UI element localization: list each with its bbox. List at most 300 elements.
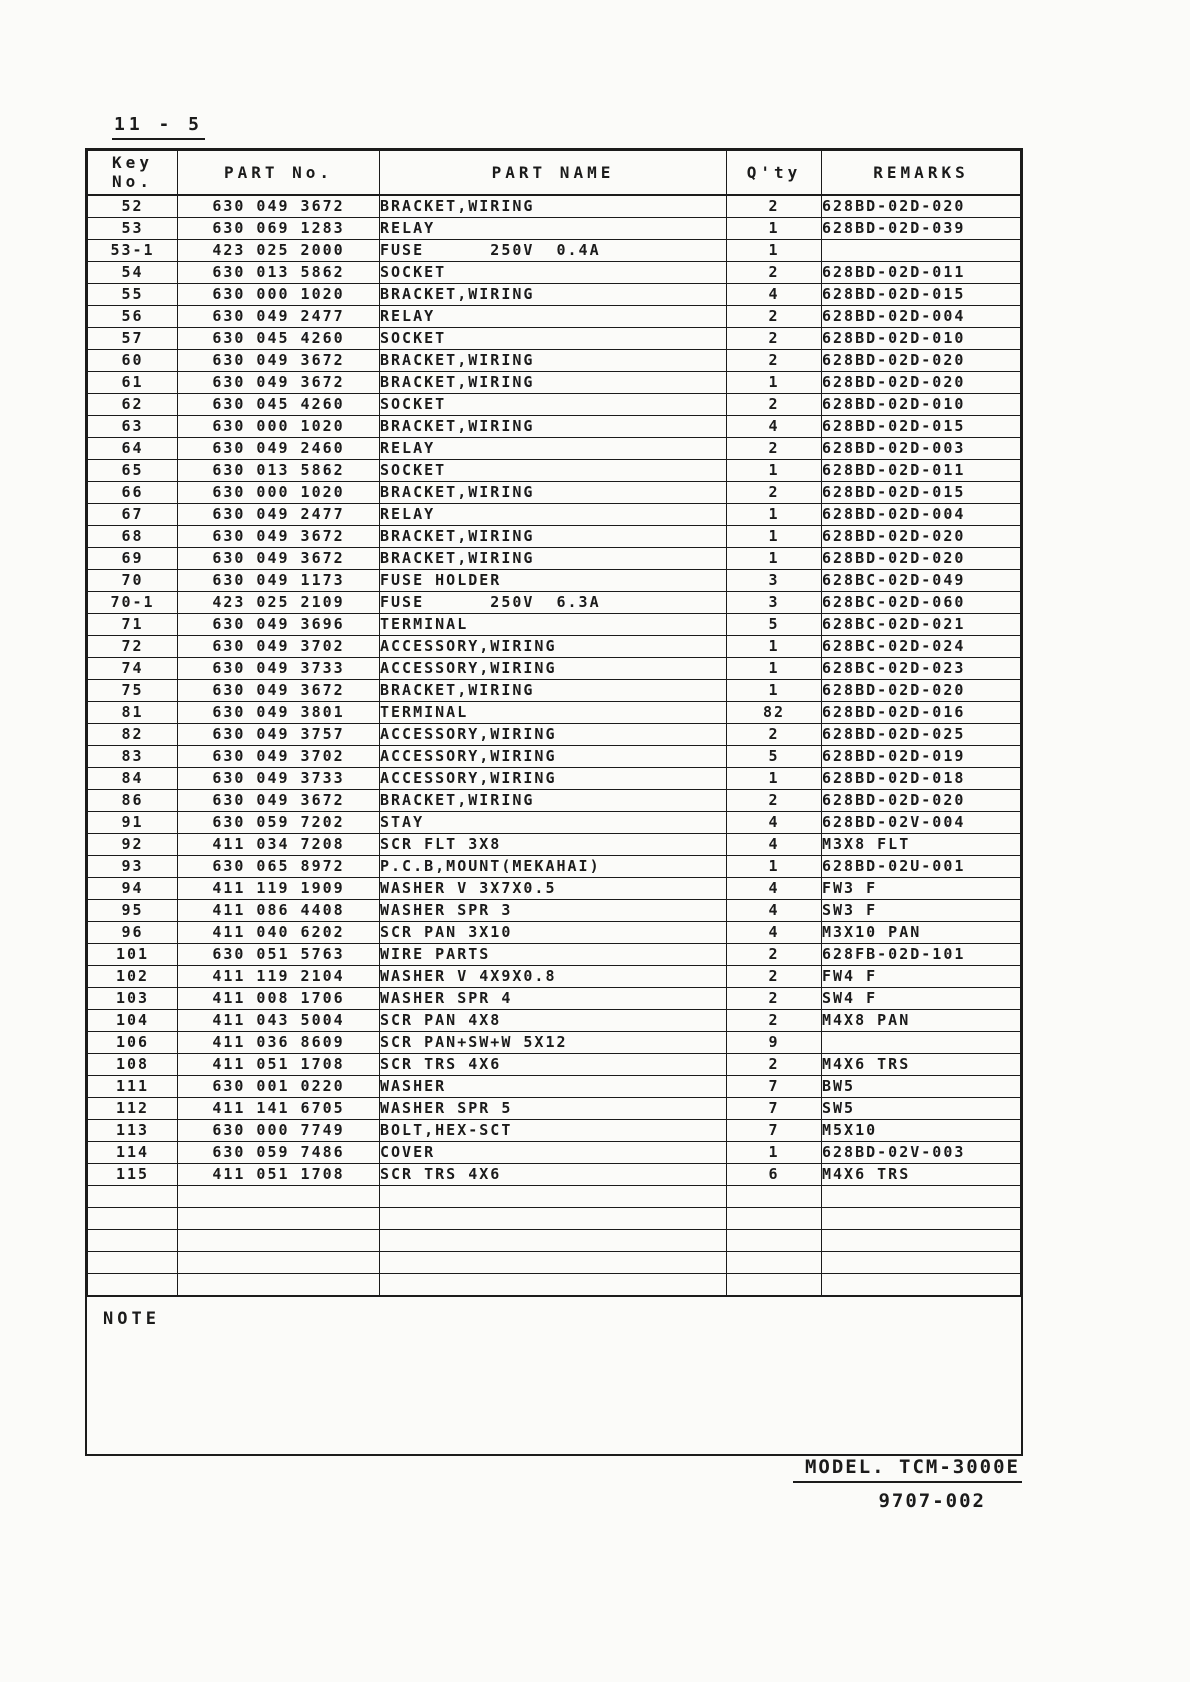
table-row — [88, 437, 1021, 459]
table-cell: 628BD-02D-039 — [822, 217, 1021, 239]
table-cell: WASHER V 3X7X0.5 — [380, 877, 727, 899]
table-cell: 4 — [727, 415, 822, 437]
table-cell: 75 — [88, 679, 178, 701]
parts-table — [87, 150, 1021, 1296]
table-cell: WASHER — [380, 1075, 727, 1097]
table-cell: SCR TRS 4X6 — [380, 1053, 727, 1075]
table-row — [88, 1009, 1021, 1031]
table-cell: M4X6 TRS — [822, 1053, 1021, 1075]
table-cell: 67 — [88, 503, 178, 525]
table-cell: 7 — [727, 1119, 822, 1141]
table-cell — [822, 1207, 1021, 1229]
table-cell: WASHER SPR 3 — [380, 899, 727, 921]
table-cell: SOCKET — [380, 327, 727, 349]
table-cell: 62 — [88, 393, 178, 415]
table-cell: 2 — [727, 261, 822, 283]
table-cell: 83 — [88, 745, 178, 767]
table-cell: 630 049 3672 — [178, 679, 380, 701]
table-cell: 112 — [88, 1097, 178, 1119]
table-cell: 628BD-02D-010 — [822, 327, 1021, 349]
table-cell: 630 049 3733 — [178, 767, 380, 789]
parts-table-container — [85, 148, 1023, 1456]
table-cell: 66 — [88, 481, 178, 503]
table-row — [88, 613, 1021, 635]
table-cell: 411 119 1909 — [178, 877, 380, 899]
table-cell: 630 049 1173 — [178, 569, 380, 591]
table-cell: 628BC-02D-023 — [822, 657, 1021, 679]
table-cell — [822, 1229, 1021, 1251]
table-cell: BRACKET,WIRING — [380, 481, 727, 503]
table-cell: BRACKET,WIRING — [380, 415, 727, 437]
table-cell: 630 049 3672 — [178, 371, 380, 393]
table-cell — [822, 1273, 1021, 1295]
table-row — [88, 217, 1021, 239]
table-cell: SOCKET — [380, 459, 727, 481]
table-cell: 630 013 5862 — [178, 261, 380, 283]
table-cell: 630 045 4260 — [178, 393, 380, 415]
table-cell: 70-1 — [88, 591, 178, 613]
table-cell — [822, 1185, 1021, 1207]
table-row — [88, 1075, 1021, 1097]
table-cell — [178, 1273, 380, 1295]
table-cell: 2 — [727, 437, 822, 459]
table-cell: 103 — [88, 987, 178, 1009]
table-row — [88, 833, 1021, 855]
table-cell: RELAY — [380, 305, 727, 327]
table-row — [88, 503, 1021, 525]
table-row — [88, 569, 1021, 591]
table-cell: 2 — [727, 943, 822, 965]
table-cell: 4 — [727, 877, 822, 899]
table-cell: BRACKET,WIRING — [380, 525, 727, 547]
table-cell: 60 — [88, 349, 178, 371]
table-cell: 106 — [88, 1031, 178, 1053]
table-cell: 423 025 2109 — [178, 591, 380, 613]
table-cell: WASHER SPR 5 — [380, 1097, 727, 1119]
table-cell: 108 — [88, 1053, 178, 1075]
table-cell: 411 036 8609 — [178, 1031, 380, 1053]
table-row — [88, 789, 1021, 811]
table-cell: 630 000 1020 — [178, 283, 380, 305]
table-cell: 2 — [727, 1053, 822, 1075]
table-cell: STAY — [380, 811, 727, 833]
table-cell: SCR PAN+SW+W 5X12 — [380, 1031, 727, 1053]
table-cell: M4X6 TRS — [822, 1163, 1021, 1185]
table-cell — [88, 1185, 178, 1207]
table-cell: 628BD-02D-019 — [822, 745, 1021, 767]
table-cell: 93 — [88, 855, 178, 877]
table-cell: 628BD-02D-015 — [822, 283, 1021, 305]
empty-row — [88, 1207, 1021, 1229]
table-cell — [178, 1229, 380, 1251]
table-cell: 411 008 1706 — [178, 987, 380, 1009]
table-cell: FUSE 250V 0.4A — [380, 239, 727, 261]
table-cell: BRACKET,WIRING — [380, 349, 727, 371]
table-row — [88, 635, 1021, 657]
table-row — [88, 921, 1021, 943]
table-cell — [380, 1229, 727, 1251]
table-cell: 1 — [727, 855, 822, 877]
table-cell: 411 086 4408 — [178, 899, 380, 921]
table-cell: 630 001 0220 — [178, 1075, 380, 1097]
table-cell: 56 — [88, 305, 178, 327]
table-cell: 86 — [88, 789, 178, 811]
table-cell: 113 — [88, 1119, 178, 1141]
table-cell: 630 049 3672 — [178, 525, 380, 547]
empty-row — [88, 1273, 1021, 1295]
table-cell: 630 049 3702 — [178, 635, 380, 657]
page-number: 11 - 5 — [112, 114, 205, 140]
table-cell — [727, 1273, 822, 1295]
table-cell: BW5 — [822, 1075, 1021, 1097]
table-cell: 628BC-02D-021 — [822, 613, 1021, 635]
table-cell: 9 — [727, 1031, 822, 1053]
table-cell: 4 — [727, 833, 822, 855]
table-cell: RELAY — [380, 503, 727, 525]
table-cell: FW3 F — [822, 877, 1021, 899]
table-cell: 628BD-02D-020 — [822, 679, 1021, 701]
table-cell: FW4 F — [822, 965, 1021, 987]
table-cell: M3X8 FLT — [822, 833, 1021, 855]
doc-number: 9707-002 — [878, 1490, 986, 1512]
table-cell: TERMINAL — [380, 701, 727, 723]
table-cell — [380, 1273, 727, 1295]
table-cell — [88, 1273, 178, 1295]
table-cell: 114 — [88, 1141, 178, 1163]
table-row — [88, 965, 1021, 987]
table-cell: 628BD-02D-016 — [822, 701, 1021, 723]
table-cell: 630 049 3672 — [178, 195, 380, 218]
table-cell: 628BC-02D-060 — [822, 591, 1021, 613]
table-cell: 411 141 6705 — [178, 1097, 380, 1119]
table-cell: 64 — [88, 437, 178, 459]
table-row — [88, 525, 1021, 547]
table-cell: 628BD-02D-011 — [822, 261, 1021, 283]
table-cell: BOLT,HEX-SCT — [380, 1119, 727, 1141]
empty-row — [88, 1251, 1021, 1273]
table-cell — [822, 1031, 1021, 1053]
table-cell: 630 059 7202 — [178, 811, 380, 833]
table-cell: BRACKET,WIRING — [380, 195, 727, 218]
table-cell: 630 049 2477 — [178, 503, 380, 525]
table-cell: 1 — [727, 547, 822, 569]
table-cell: 411 034 7208 — [178, 833, 380, 855]
table-row — [88, 591, 1021, 613]
table-cell: SOCKET — [380, 393, 727, 415]
table-cell: SCR PAN 4X8 — [380, 1009, 727, 1031]
table-cell: 628FB-02D-101 — [822, 943, 1021, 965]
table-cell: 74 — [88, 657, 178, 679]
table-cell: 69 — [88, 547, 178, 569]
table-cell: M3X10 PAN — [822, 921, 1021, 943]
table-cell: 630 049 3702 — [178, 745, 380, 767]
table-cell — [380, 1207, 727, 1229]
table-cell — [727, 1207, 822, 1229]
table-cell: 630 051 5763 — [178, 943, 380, 965]
table-cell: FUSE 250V 6.3A — [380, 591, 727, 613]
table-cell: 4 — [727, 921, 822, 943]
table-cell: 2 — [727, 393, 822, 415]
table-cell — [178, 1185, 380, 1207]
table-cell: 104 — [88, 1009, 178, 1031]
table-cell: BRACKET,WIRING — [380, 679, 727, 701]
table-cell: 115 — [88, 1163, 178, 1185]
table-cell: SW4 F — [822, 987, 1021, 1009]
table-cell: 628BD-02D-020 — [822, 525, 1021, 547]
table-cell: 54 — [88, 261, 178, 283]
table-cell: 7 — [727, 1097, 822, 1119]
table-cell: 1 — [727, 767, 822, 789]
table-cell: 53 — [88, 217, 178, 239]
empty-row — [88, 1229, 1021, 1251]
table-cell: 70 — [88, 569, 178, 591]
header-qty: Q'ty — [727, 151, 822, 195]
table-cell: 628BD-02D-020 — [822, 789, 1021, 811]
table-cell: 71 — [88, 613, 178, 635]
table-cell — [88, 1229, 178, 1251]
table-cell — [822, 1251, 1021, 1273]
table-cell: 423 025 2000 — [178, 239, 380, 261]
table-row — [88, 327, 1021, 349]
note-label: NOTE — [103, 1308, 160, 1329]
table-cell: 1 — [727, 503, 822, 525]
table-cell: 628BD-02D-020 — [822, 195, 1021, 218]
table-cell: 53-1 — [88, 239, 178, 261]
table-cell — [178, 1207, 380, 1229]
table-cell: 630 049 3757 — [178, 723, 380, 745]
table-row — [88, 1031, 1021, 1053]
table-cell: 68 — [88, 525, 178, 547]
table-cell: M4X8 PAN — [822, 1009, 1021, 1031]
table-cell: 630 069 1283 — [178, 217, 380, 239]
table-cell: 628BD-02D-018 — [822, 767, 1021, 789]
table-row — [88, 1141, 1021, 1163]
table-cell: FUSE HOLDER — [380, 569, 727, 591]
table-row — [88, 547, 1021, 569]
header-key-no: Key No. — [88, 151, 178, 195]
table-cell: 65 — [88, 459, 178, 481]
table-cell: 1 — [727, 679, 822, 701]
table-row — [88, 657, 1021, 679]
table-cell: P.C.B,MOUNT(MEKAHAI) — [380, 855, 727, 877]
table-cell — [380, 1251, 727, 1273]
table-cell: ACCESSORY,WIRING — [380, 745, 727, 767]
table-cell: COVER — [380, 1141, 727, 1163]
table-cell — [88, 1207, 178, 1229]
table-cell: SCR FLT 3X8 — [380, 833, 727, 855]
table-cell: 2 — [727, 965, 822, 987]
table-cell: 628BD-02U-001 — [822, 855, 1021, 877]
table-cell: 628BD-02D-015 — [822, 481, 1021, 503]
table-cell: TERMINAL — [380, 613, 727, 635]
table-row — [88, 701, 1021, 723]
table-cell: 630 049 2460 — [178, 437, 380, 459]
table-cell: 628BD-02D-011 — [822, 459, 1021, 481]
table-cell: 628BD-02D-010 — [822, 393, 1021, 415]
table-cell: BRACKET,WIRING — [380, 371, 727, 393]
table-cell: WASHER SPR 4 — [380, 987, 727, 1009]
table-cell: 628BC-02D-024 — [822, 635, 1021, 657]
table-cell — [88, 1251, 178, 1273]
table-cell: 1 — [727, 525, 822, 547]
table-cell: 630 049 3801 — [178, 701, 380, 723]
table-cell: 630 000 1020 — [178, 415, 380, 437]
table-row — [88, 899, 1021, 921]
table-cell: 6 — [727, 1163, 822, 1185]
table-cell: 1 — [727, 371, 822, 393]
table-cell: 628BD-02D-020 — [822, 371, 1021, 393]
table-cell: SW5 — [822, 1097, 1021, 1119]
header-part-name: PART NAME — [380, 151, 727, 195]
table-cell: 2 — [727, 723, 822, 745]
table-cell: ACCESSORY,WIRING — [380, 767, 727, 789]
table-cell: 3 — [727, 569, 822, 591]
table-cell: 7 — [727, 1075, 822, 1097]
table-cell: 81 — [88, 701, 178, 723]
table-cell: 111 — [88, 1075, 178, 1097]
empty-row — [88, 1185, 1021, 1207]
table-row — [88, 1163, 1021, 1185]
table-row — [88, 261, 1021, 283]
table-row — [88, 679, 1021, 701]
table-cell: 1 — [727, 239, 822, 261]
table-cell: 94 — [88, 877, 178, 899]
table-cell: 628BD-02D-020 — [822, 547, 1021, 569]
table-cell: 57 — [88, 327, 178, 349]
table-cell: RELAY — [380, 437, 727, 459]
table-cell: 628BD-02D-015 — [822, 415, 1021, 437]
table-cell: 628BD-02D-025 — [822, 723, 1021, 745]
table-cell: 92 — [88, 833, 178, 855]
table-cell: 82 — [727, 701, 822, 723]
table-cell — [380, 1185, 727, 1207]
table-cell: 84 — [88, 767, 178, 789]
table-cell: 630 045 4260 — [178, 327, 380, 349]
table-cell: 96 — [88, 921, 178, 943]
table-cell: 2 — [727, 987, 822, 1009]
table-cell: BRACKET,WIRING — [380, 789, 727, 811]
table-cell: SCR PAN 3X10 — [380, 921, 727, 943]
parts-table-body — [88, 195, 1021, 1296]
table-cell: WASHER V 4X9X0.8 — [380, 965, 727, 987]
table-cell: 630 000 7749 — [178, 1119, 380, 1141]
table-row — [88, 371, 1021, 393]
table-cell: 101 — [88, 943, 178, 965]
table-row — [88, 1097, 1021, 1119]
table-cell: ACCESSORY,WIRING — [380, 657, 727, 679]
table-cell: 411 043 5004 — [178, 1009, 380, 1031]
table-row — [88, 723, 1021, 745]
table-cell: 91 — [88, 811, 178, 833]
table-cell: 1 — [727, 459, 822, 481]
table-cell: BRACKET,WIRING — [380, 283, 727, 305]
table-row — [88, 283, 1021, 305]
table-cell: 630 049 3672 — [178, 349, 380, 371]
table-row — [88, 767, 1021, 789]
table-cell: SW3 F — [822, 899, 1021, 921]
table-cell: 2 — [727, 481, 822, 503]
table-row — [88, 393, 1021, 415]
table-cell: 630 013 5862 — [178, 459, 380, 481]
table-cell: 411 051 1708 — [178, 1163, 380, 1185]
table-row — [88, 1053, 1021, 1075]
table-cell: 5 — [727, 745, 822, 767]
header-part-no: PART No. — [178, 151, 380, 195]
table-cell: 628BD-02D-004 — [822, 503, 1021, 525]
table-row — [88, 943, 1021, 965]
table-cell: BRACKET,WIRING — [380, 547, 727, 569]
table-row — [88, 877, 1021, 899]
table-cell: SCR TRS 4X6 — [380, 1163, 727, 1185]
table-cell: 2 — [727, 349, 822, 371]
table-cell: 628BD-02V-003 — [822, 1141, 1021, 1163]
table-cell: ACCESSORY,WIRING — [380, 635, 727, 657]
table-cell: 72 — [88, 635, 178, 657]
table-cell: 411 119 2104 — [178, 965, 380, 987]
table-cell: 63 — [88, 415, 178, 437]
table-cell: 630 065 8972 — [178, 855, 380, 877]
table-cell: ACCESSORY,WIRING — [380, 723, 727, 745]
table-row — [88, 811, 1021, 833]
table-cell: 630 059 7486 — [178, 1141, 380, 1163]
table-cell: 82 — [88, 723, 178, 745]
table-row — [88, 349, 1021, 371]
table-cell: 628BD-02D-004 — [822, 305, 1021, 327]
table-cell: 4 — [727, 283, 822, 305]
table-row — [88, 459, 1021, 481]
table-cell: 2 — [727, 1009, 822, 1031]
table-cell: 2 — [727, 305, 822, 327]
table-header-row — [88, 151, 1021, 195]
table-row — [88, 745, 1021, 767]
table-row — [88, 415, 1021, 437]
table-row — [88, 1119, 1021, 1141]
model-label: MODEL. TCM-3000E — [793, 1456, 1022, 1483]
table-cell: 2 — [727, 195, 822, 218]
table-cell: WIRE PARTS — [380, 943, 727, 965]
table-cell: 4 — [727, 811, 822, 833]
table-cell: 1 — [727, 1141, 822, 1163]
table-cell: 630 049 3696 — [178, 613, 380, 635]
table-cell: 628BD-02V-004 — [822, 811, 1021, 833]
table-cell — [727, 1229, 822, 1251]
table-row — [88, 195, 1021, 218]
table-cell: 630 049 3672 — [178, 789, 380, 811]
table-cell: 95 — [88, 899, 178, 921]
table-cell: 4 — [727, 899, 822, 921]
table-cell: 52 — [88, 195, 178, 218]
table-cell: 3 — [727, 591, 822, 613]
table-cell: 2 — [727, 327, 822, 349]
table-cell: 102 — [88, 965, 178, 987]
table-cell: 1 — [727, 217, 822, 239]
table-cell: 61 — [88, 371, 178, 393]
table-cell — [178, 1251, 380, 1273]
table-cell — [822, 239, 1021, 261]
header-remarks: REMARKS — [822, 151, 1021, 195]
table-cell: 630 049 3672 — [178, 547, 380, 569]
table-cell: 1 — [727, 635, 822, 657]
table-cell: 1 — [727, 657, 822, 679]
table-cell: 628BD-02D-003 — [822, 437, 1021, 459]
table-row — [88, 239, 1021, 261]
table-row — [88, 305, 1021, 327]
table-cell: 630 049 3733 — [178, 657, 380, 679]
note-box — [87, 1296, 1021, 1454]
table-cell: 55 — [88, 283, 178, 305]
table-cell: 628BC-02D-049 — [822, 569, 1021, 591]
table-cell: 411 051 1708 — [178, 1053, 380, 1075]
